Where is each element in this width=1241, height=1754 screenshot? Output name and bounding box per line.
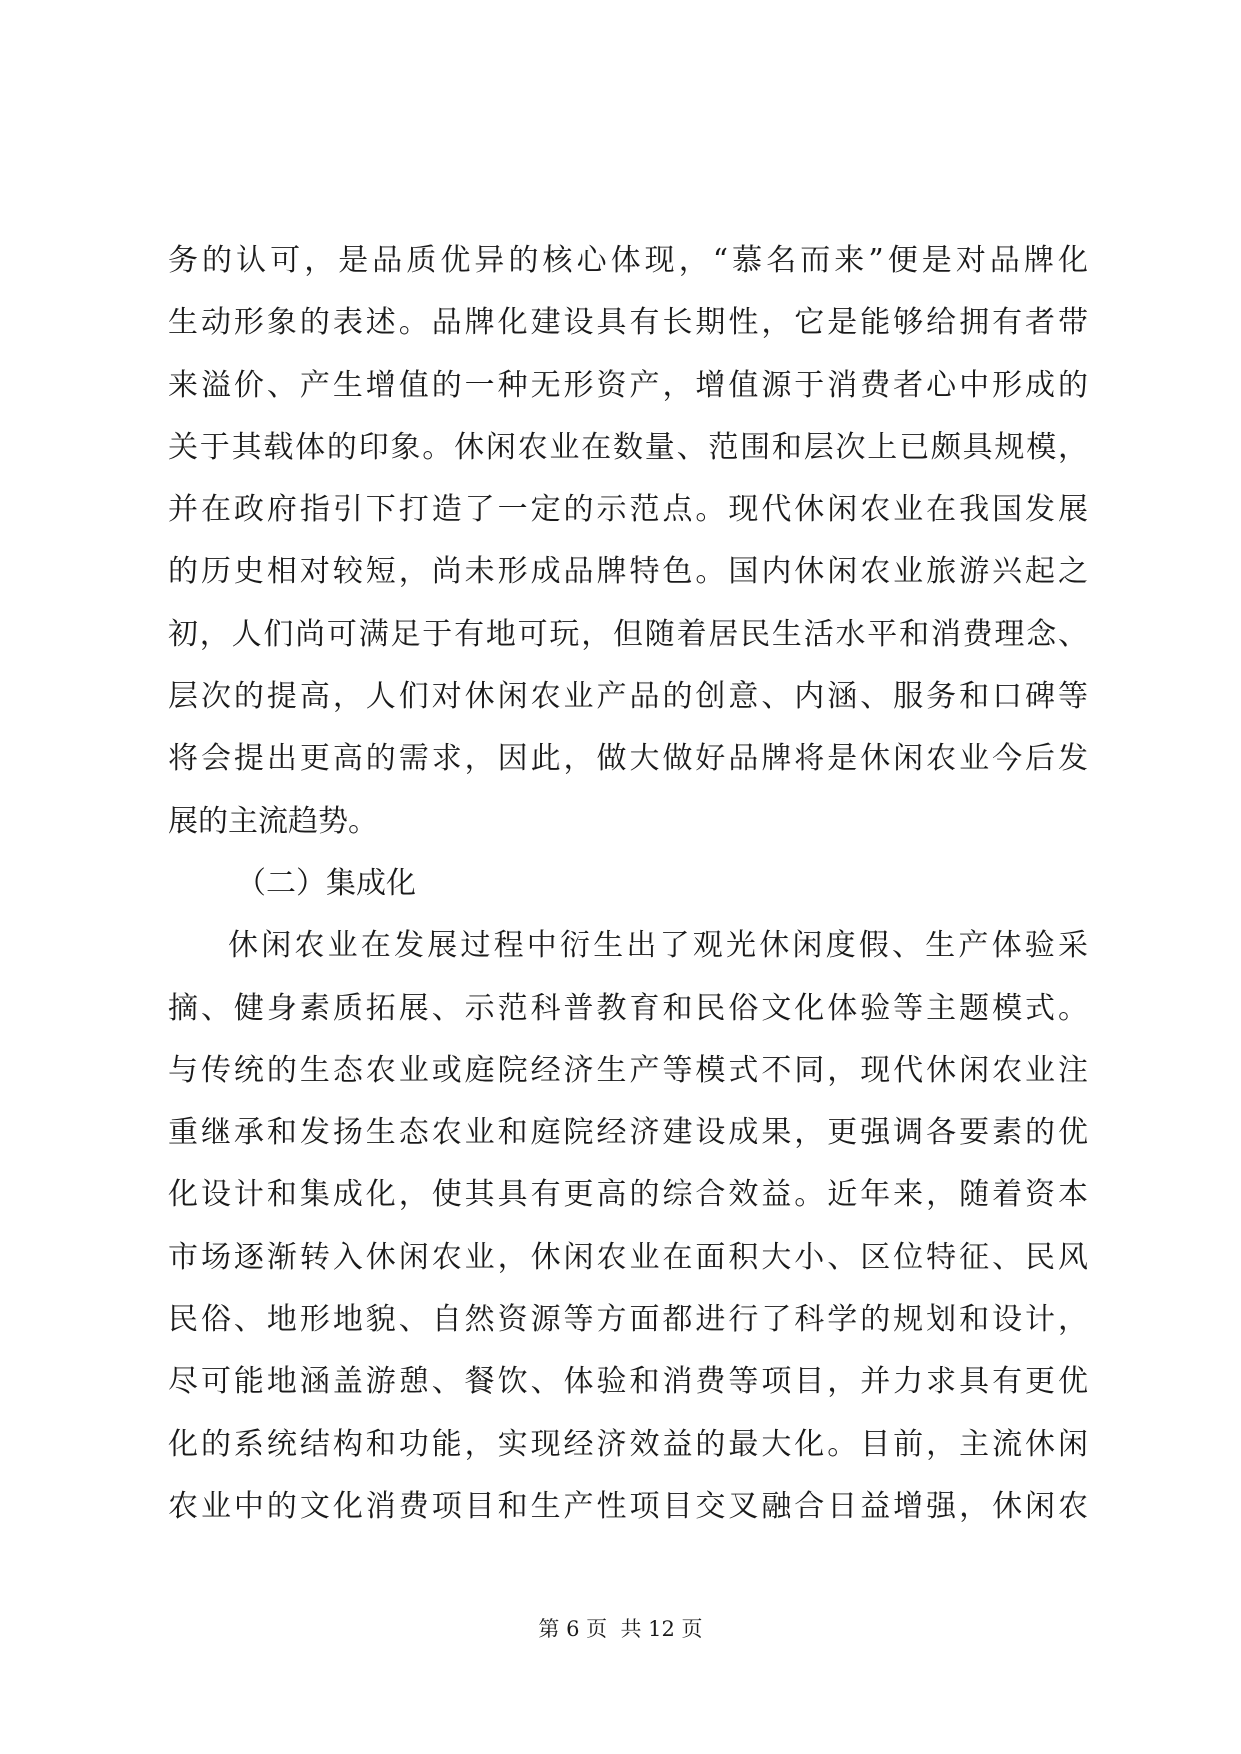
text-line: 的历史相对较短，尚未形成品牌特色。国内休闲农业旅游兴起之: [168, 554, 1088, 590]
text-line: 民俗、地形地貌、自然资源等方面都进行了科学的规划和设计，: [168, 1302, 1088, 1338]
text-line: 展的主流趋势。: [168, 803, 378, 839]
section-heading: （二）集成化: [236, 865, 416, 901]
text-line: 化的系统结构和功能，实现经济效益的最大化。目前，主流休闲: [168, 1426, 1088, 1462]
text-line: 尽可能地涵盖游憩、餐饮、体验和消费等项目，并力求具有更优: [168, 1364, 1088, 1400]
text-line: 摘、健身素质拓展、示范科普教育和民俗文化体验等主题模式。: [168, 990, 1088, 1026]
text-line: 务的认可，是品质优异的核心体现，“慕名而来”便是对品牌化: [168, 243, 1088, 278]
text-line: 来溢价、产生增值的一种无形资产，增值源于消费者心中形成的: [168, 367, 1088, 403]
page-number-footer: 第 6 页 共 12 页: [538, 1617, 703, 1641]
text-line: 关于其载体的印象。休闲农业在数量、范围和层次上已颇具规模，: [168, 429, 1088, 465]
text-line: 市场逐渐转入休闲农业，休闲农业在面积大小、区位特征、民风: [168, 1239, 1088, 1275]
body-text: [168, 230, 1088, 1538]
text-line: 生动形象的表述。品牌化建设具有长期性，它是能够给拥有者带: [168, 305, 1088, 341]
text-line: 休闲农业在发展过程中衍生出了观光休闲度假、生产体验采: [228, 928, 1088, 964]
text-line: 将会提出更高的需求，因此，做大做好品牌将是休闲农业今后发: [168, 741, 1088, 777]
text-line: 农业中的文化消费项目和生产性项目交叉融合日益增强，休闲农: [168, 1488, 1088, 1524]
text-line: 化设计和集成化，使其具有更高的综合效益。近年来，随着资本: [168, 1177, 1088, 1213]
text-line: 层次的提高，人们对休闲农业产品的创意、内涵、服务和口碑等: [168, 679, 1088, 715]
text-line: 并在政府指引下打造了一定的示范点。现代休闲农业在我国发展: [168, 492, 1088, 528]
text-line: 初，人们尚可满足于有地可玩，但随着居民生活水平和消费理念、: [168, 616, 1088, 652]
text-line: 与传统的生态农业或庭院经济生产等模式不同，现代休闲农业注: [168, 1052, 1088, 1088]
text-line: 重继承和发扬生态农业和庭院经济建设成果，更强调各要素的优: [168, 1115, 1088, 1151]
